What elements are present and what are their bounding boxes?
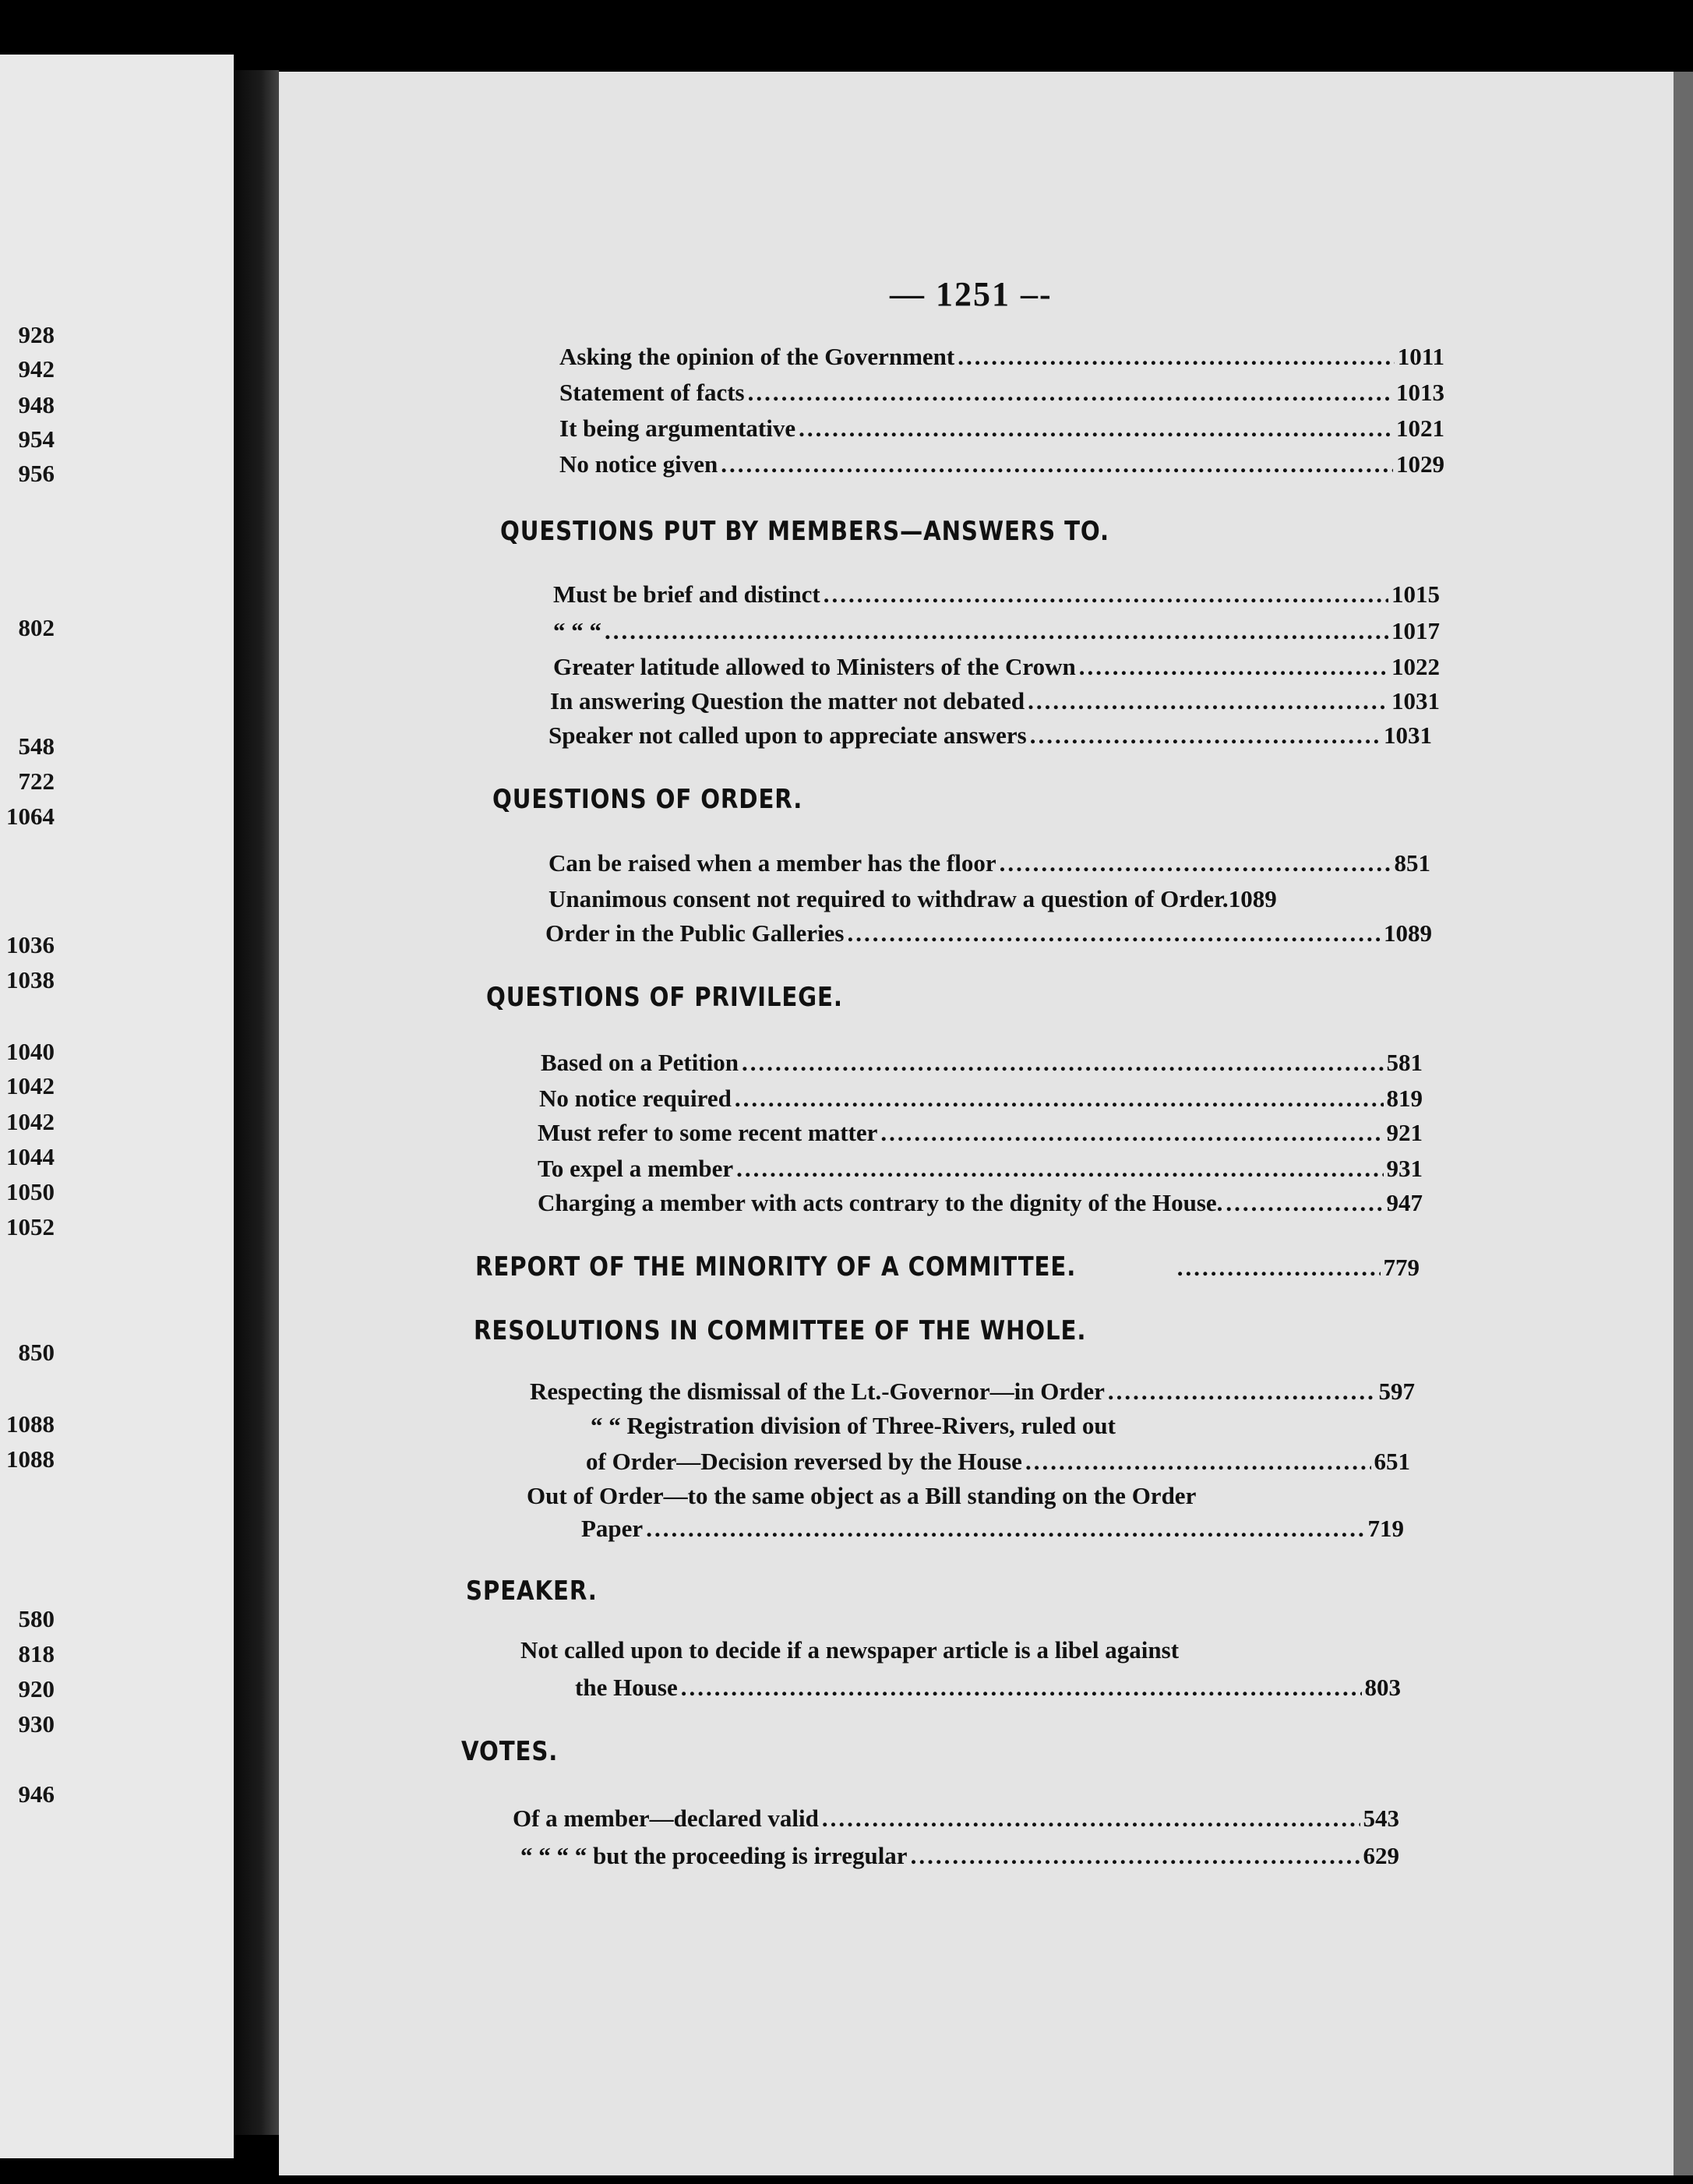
index-entry [550,687,1440,715]
entry-label: Unanimous consent not required to withdraw a question of Order. [548,885,1229,912]
leader-dots [824,580,1388,609]
entry-page: 921 [1386,1119,1423,1146]
index-entry [545,919,1432,947]
index-entry [513,1805,1399,1833]
leader-dots [822,1805,1360,1833]
leader-dots [681,1674,1362,1702]
left-page-number: 580 [18,1605,55,1632]
index-entry-line: Out of Order—to the same object as a Bill standing on the Order [527,1482,1197,1509]
entry-page: 1015 [1391,580,1440,608]
leader-dots [605,617,1388,645]
left-page-number: 928 [18,321,55,348]
entry-page: 819 [1386,1085,1423,1112]
section-heading: QUESTIONS PUT BY MEMBERS—ANSWERS TO. [500,516,1109,547]
page-number: — 1251 –- [890,275,1053,313]
leader-dots [958,343,1394,371]
leader-dots [799,415,1393,443]
leader-dots [880,1119,1383,1147]
entry-page: 1017 [1391,617,1440,644]
left-page-number: 946 [18,1780,55,1808]
index-entry [553,653,1440,681]
entry-label: Charging a member with acts contrary to the dignity of the House. [538,1189,1223,1216]
entry-label: No notice given [559,450,718,478]
leader-dots [1030,722,1381,750]
index-entry [538,1189,1423,1217]
entry-label: Statement of facts [559,379,745,406]
left-page-number: 920 [18,1675,55,1702]
entry-label: Greater latitude allowed to Ministers of the Crown [553,653,1076,680]
left-page-number: 956 [18,460,55,487]
leader-dots [1108,1378,1376,1406]
index-entry [548,885,1432,913]
entry-label: Must be brief and distinct [553,580,820,608]
left-page-number: 954 [18,425,55,453]
leader-dots [748,379,1393,407]
leader-dots [1177,1254,1381,1282]
left-page-number: 818 [18,1640,55,1667]
entry-page: 597 [1378,1378,1415,1405]
section-heading: QUESTIONS OF ORDER. [492,784,803,815]
entry-label: To expel a member [538,1155,734,1182]
index-entry [541,1049,1423,1077]
index-entry [520,1842,1399,1870]
index-entry [586,1448,1410,1476]
left-page-number: 548 [18,732,55,760]
entry-page: 1021 [1396,415,1444,442]
entry-page: 1011 [1397,343,1444,370]
section-heading: QUESTIONS OF PRIVILEGE. [486,982,843,1013]
left-page-number: 802 [18,614,55,641]
index-entry [559,379,1444,407]
index-entry [575,1674,1401,1702]
entry-page: 1029 [1396,450,1444,478]
left-page-number: 1088 [6,1410,55,1438]
index-entry [548,849,1430,877]
left-page-number: 850 [18,1339,55,1366]
index-entry [559,450,1444,478]
entry-label: Speaker not called upon to appreciate answers [548,722,1027,749]
entry-label: the House [575,1674,678,1701]
index-entry [539,1085,1423,1113]
left-page-number: 1042 [6,1072,55,1099]
entry-label: Can be raised when a member has the floor [548,849,996,877]
left-page-number: 1044 [6,1143,55,1170]
left-page-number: 1088 [6,1445,55,1473]
left-page-number: 1064 [6,803,55,830]
left-page-number: 1042 [6,1108,55,1135]
entry-label: Order in the Public Galleries [545,919,845,947]
leader-dots [646,1515,1364,1543]
index-entry [530,1378,1415,1406]
entry-page: 1089 [1228,885,1277,912]
left-page-number: 942 [18,355,55,383]
left-page-number: 930 [18,1710,55,1738]
section-heading: RESOLUTIONS IN COMMITTEE OF THE WHOLE. [474,1315,1087,1346]
entry-page: 719 [1367,1515,1404,1542]
section-heading: VOTES. [461,1736,559,1767]
entry-label: Of a member—declared valid [513,1805,819,1832]
leader-dots [1079,653,1388,681]
book-gutter [234,70,279,2135]
leader-dots [911,1842,1360,1870]
entry-page: 1031 [1384,722,1432,749]
entry-label: No notice required [539,1085,732,1112]
index-entry [553,617,1440,645]
entry-page: 779 [1383,1254,1420,1281]
left-page-number: 1050 [6,1178,55,1205]
index-entry [581,1515,1404,1543]
index-entry [548,722,1432,750]
entry-label: Must refer to some recent matter [538,1119,878,1146]
entry-page: 803 [1364,1674,1401,1701]
leader-dots [1025,1448,1371,1476]
leader-dots [1226,1189,1383,1217]
index-entry [475,1251,1420,1283]
entry-label: “ “ “ [553,617,601,644]
entry-page: 1022 [1391,653,1440,680]
leader-dots [847,919,1381,947]
left-page-number: 1040 [6,1038,55,1065]
left-page-number: 948 [18,391,55,418]
entry-label: It being argumentative [559,415,796,442]
index-entry [559,343,1444,371]
left-page-number: 1038 [6,966,55,993]
entry-page: 1031 [1391,687,1440,714]
index-entry-line: Not called upon to decide if a newspaper article is a libel against [520,1636,1180,1664]
entry-page: 851 [1394,849,1430,877]
index-entry [559,415,1444,443]
entry-page: 1089 [1384,919,1432,947]
entry-page: 651 [1374,1448,1410,1475]
left-facing-page [0,55,234,2158]
leader-dots [721,450,1393,478]
entry-label: of Order—Decision reversed by the House [586,1448,1022,1475]
section-heading: REPORT OF THE MINORITY OF A COMMITTEE. [475,1251,1077,1283]
entry-page: 1013 [1396,379,1444,406]
entry-page: 629 [1363,1842,1399,1869]
leader-dots [742,1049,1383,1077]
entry-label: Respecting the dismissal of the Lt.-Governor—in Order [530,1378,1105,1405]
entry-label: “ “ “ “ but the proceeding is irregular [520,1842,908,1869]
entry-page: 931 [1386,1155,1423,1182]
entry-page: 543 [1363,1805,1399,1832]
entry-label: Asking the opinion of the Government [559,343,955,370]
index-entry-line: “ “ Registration division of Three-Rivers, ruled out [591,1412,1116,1439]
left-page-number: 722 [18,767,55,795]
entry-label: Paper [581,1515,644,1542]
leader-dots [735,1085,1384,1113]
entry-page: 947 [1386,1189,1423,1216]
index-entry [538,1155,1423,1183]
left-page-number: 1036 [6,931,55,958]
leader-dots [736,1155,1383,1183]
left-page-number: 1052 [6,1213,55,1240]
leader-dots [1000,849,1391,877]
entry-label: Based on a Petition [541,1049,739,1076]
section-heading: SPEAKER. [466,1575,598,1607]
entry-label: In answering Question the matter not debated [550,687,1025,714]
leader-dots [1028,687,1388,715]
index-entry [538,1119,1423,1147]
entry-page: 581 [1386,1049,1423,1076]
index-entry [553,580,1440,609]
